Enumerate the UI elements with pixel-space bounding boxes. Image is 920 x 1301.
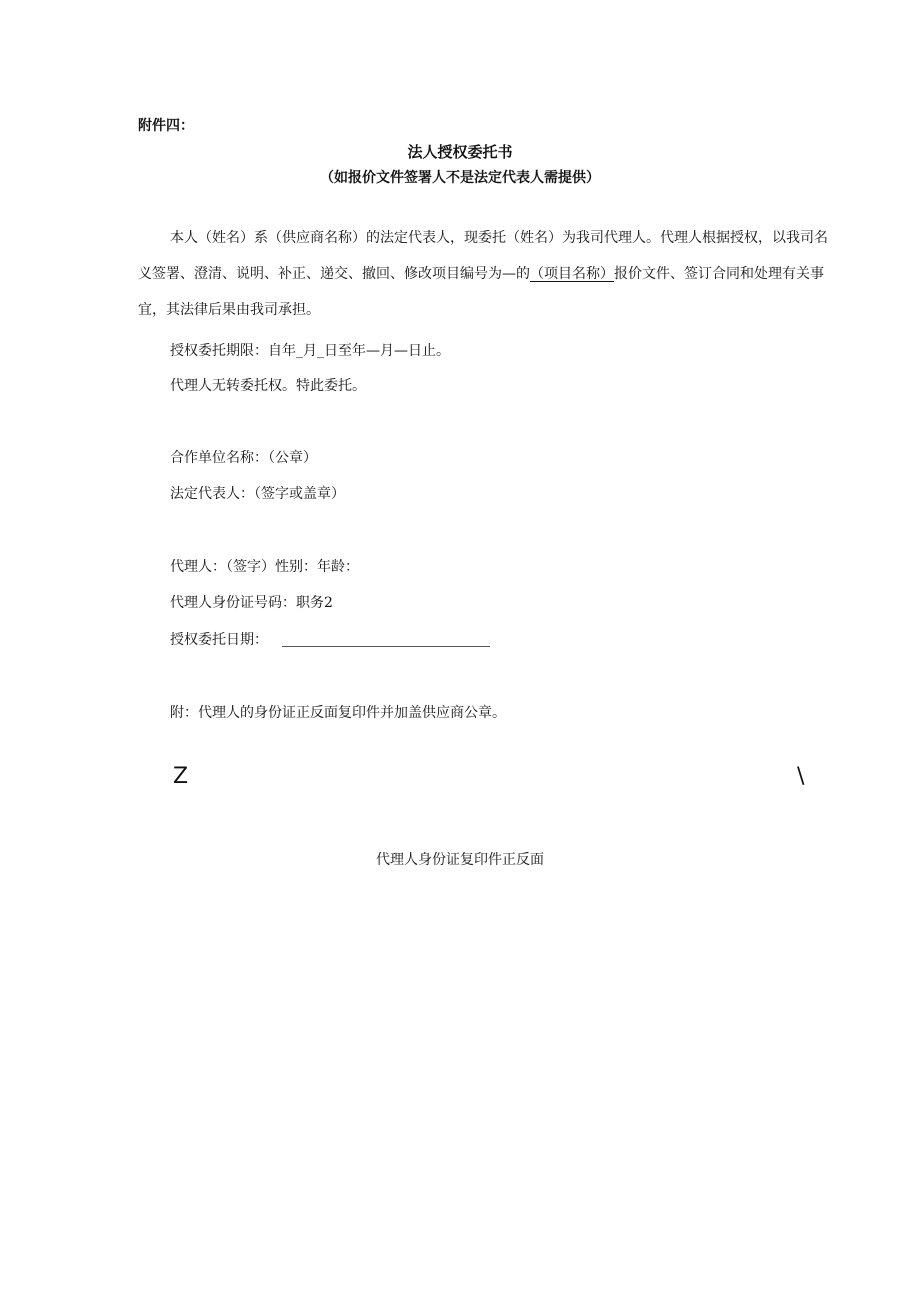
document-title: 法人授权委托书 bbox=[407, 143, 513, 161]
project-name-placeholder: （项目名称） bbox=[530, 266, 614, 282]
legal-rep-line: 法定代表人：（签字或盖章） bbox=[170, 486, 345, 502]
agent-id-line: 代理人身份证号码：职务2 bbox=[170, 595, 333, 611]
unit-name-line: 合作单位名称：（公章） bbox=[170, 450, 317, 466]
attachment-label: 附件四： bbox=[138, 118, 194, 134]
auth-date-line bbox=[170, 629, 490, 649]
document-subtitle: （如报价文件签署人不是法定代表人需提供） bbox=[320, 170, 600, 186]
id-copy-caption: 代理人身份证复印件正反面 bbox=[376, 852, 544, 868]
term-line: 授权委托期限：自年_月_日至年—月—日止。 bbox=[170, 343, 450, 359]
note-line: 附：代理人的身份证正反面复印件并加盖供应商公章。 bbox=[170, 705, 506, 721]
mark-right: \ bbox=[797, 764, 805, 789]
mark-left: Z bbox=[173, 764, 189, 789]
paragraph-part-1: 本人（姓名）系（供应商名称）的法定代表人，现委托（姓名）为我司代理人。代理人根据授权，以我司名义签署、澄清、说明、补正、递交、撤回、修改项目编号为—的 bbox=[138, 230, 828, 282]
no-delegation-line: 代理人无转委托权。特此委托。 bbox=[170, 378, 366, 394]
authorization-paragraph bbox=[138, 220, 838, 328]
agent-line: 代理人：（签字）性别：年龄： bbox=[170, 559, 359, 575]
paragraph-part-2: 报价文件、签订合同和处理有关事宜，其法律后果由我司承担。 bbox=[138, 266, 824, 318]
auth-date-blank bbox=[282, 632, 490, 647]
auth-date-label: 授权委托日期： bbox=[170, 632, 268, 648]
